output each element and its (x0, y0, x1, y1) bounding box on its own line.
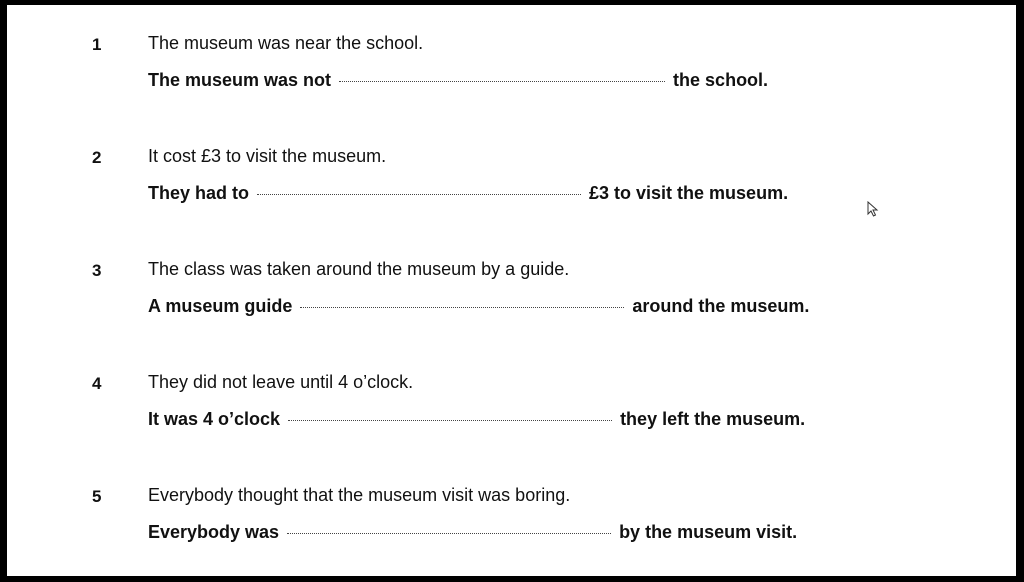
prompt-end: £3 to visit the museum. (589, 183, 789, 203)
original-sentence: It cost £3 to visit the museum. (148, 146, 387, 166)
prompt-end: they left the museum. (620, 409, 806, 429)
prompt-end: the school. (673, 70, 769, 90)
prompt-start: A museum guide (148, 296, 293, 316)
rewrite-prompt (148, 409, 805, 430)
prompt-start: They had to (148, 183, 250, 203)
original-sentence: Everybody thought that the museum visit was boring. (148, 485, 571, 505)
rewrite-prompt (148, 70, 768, 91)
answer-blank[interactable] (339, 79, 665, 82)
item-number: 3 (92, 261, 102, 280)
answer-blank[interactable] (257, 192, 581, 195)
rewrite-prompt (148, 296, 809, 317)
original-sentence: The class was taken around the museum by a guide. (148, 259, 570, 279)
answer-blank[interactable] (287, 531, 611, 534)
item-number: 5 (92, 487, 102, 506)
item-number: 2 (92, 148, 102, 167)
answer-blank[interactable] (288, 418, 612, 421)
prompt-start: The museum was not (148, 70, 332, 90)
original-sentence: They did not leave until 4 o’clock. (148, 372, 414, 392)
rewrite-prompt (148, 183, 788, 204)
original-sentence: The museum was near the school. (148, 33, 424, 53)
item-number: 4 (92, 374, 102, 393)
rewrite-prompt (148, 522, 797, 543)
prompt-end: by the museum visit. (619, 522, 798, 542)
prompt-start: It was 4 o’clock (148, 409, 281, 429)
prompt-start: Everybody was (148, 522, 280, 542)
prompt-end: around the museum. (632, 296, 810, 316)
worksheet-page (7, 5, 1016, 576)
mouse-cursor-icon (867, 201, 879, 217)
answer-blank[interactable] (300, 305, 624, 308)
item-number: 1 (92, 35, 102, 54)
